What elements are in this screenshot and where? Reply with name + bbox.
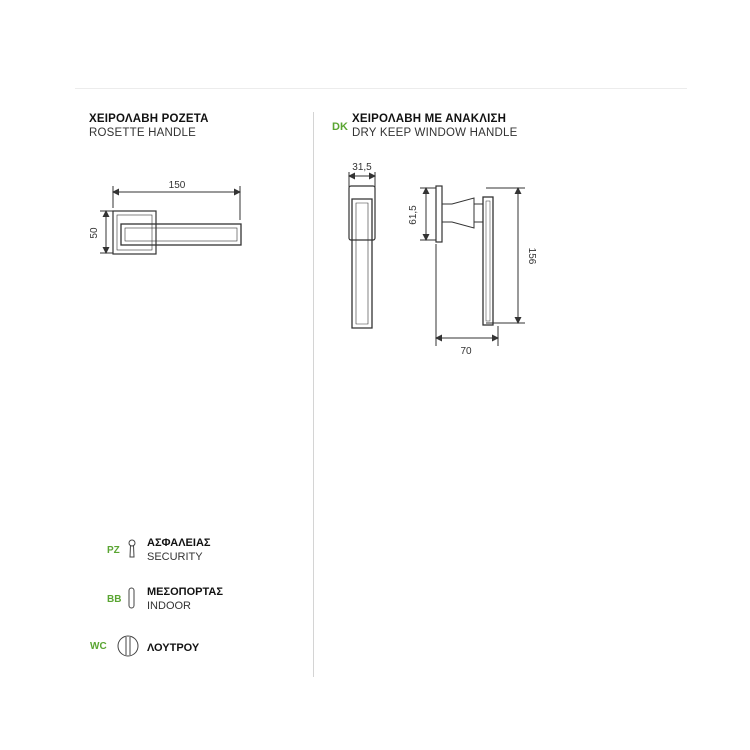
window-height-label: 156 [526,247,537,265]
rosette-handle-drawing [100,186,241,254]
legend-item-indoor [147,585,223,613]
slot-icon [129,588,134,608]
window-title-en: DRY KEEP WINDOW HANDLE [352,127,518,139]
legend-item-wc [147,641,199,655]
legend-label-gr: ΑΣΦΑΛΕΙΑΣ [147,537,211,549]
legend-label-en: SECURITY [147,551,203,563]
keyhole-icon [129,540,135,557]
legend-item-security [147,536,211,564]
rosette-title-en: ROSETTE HANDLE [89,127,196,139]
legend-label-en: INDOOR [147,600,191,612]
wc-turn-icon [118,636,138,656]
window-width-label: 31,5 [352,162,372,173]
rosette-title-gr: ΧΕΙΡΟΛΑΒΗ ΡΟΖΕΤΑ [89,113,209,125]
window-handle-side-view [420,186,525,346]
window-title-gr: ΧΕΙΡΟΛΑΒΗ ΜΕ ΑΝΑΚΛΙΣΗ [352,113,507,125]
legend-code-pz: PZ [107,545,120,556]
legend-code-wc: WC [90,641,107,652]
legend-label-gr: ΜΕΣΟΠΟΡΤΑΣ [147,586,223,598]
legend-code-bb: BB [107,594,122,605]
window-projection-label: 70 [460,346,472,357]
window-code: DK [332,121,348,133]
window-handle-front-view [349,172,375,328]
window-rose-label: 61,5 [408,205,419,225]
rosette-length-label: 150 [168,180,186,191]
legend-label-gr: ΛΟΥΤΡΟΥ [147,642,200,654]
rosette-height-label: 50 [89,227,100,239]
